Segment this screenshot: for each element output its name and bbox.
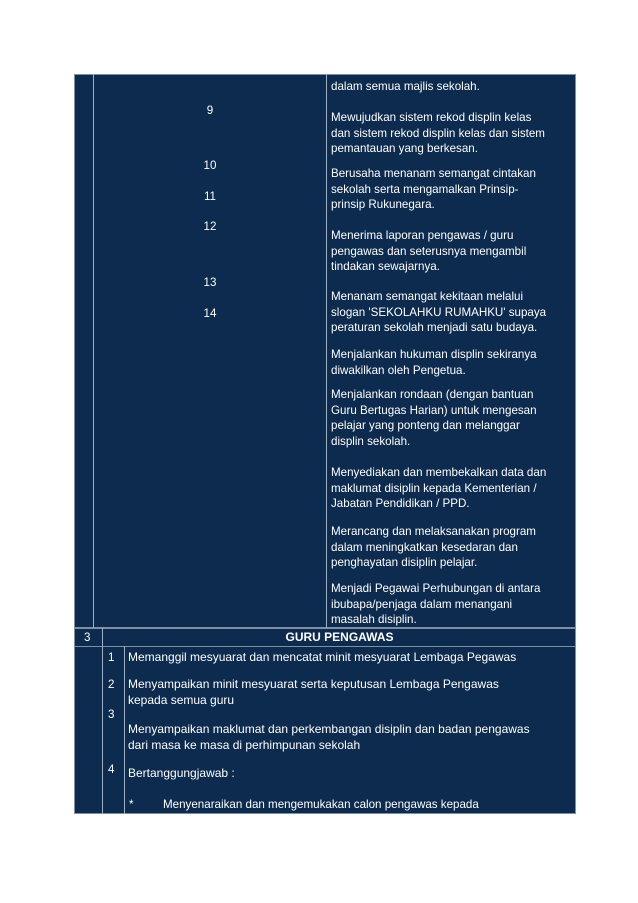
body-divider-right [124, 646, 125, 814]
duty-line: maklumat disiplin kepada Kementerian / [331, 481, 537, 495]
duty-paragraph [331, 347, 537, 378]
duty-line: dalam meningkatkan kesedaran dan [331, 540, 518, 554]
duty-line: ibubapa/penjaga dalam menangani [331, 597, 513, 611]
duty-paragraph [331, 79, 480, 95]
item-number: 4 [108, 763, 115, 776]
duty-line: dalam semua majlis sekolah. [331, 80, 480, 93]
duty-paragraph [331, 581, 540, 628]
guru-pengawas-duty [128, 766, 235, 782]
duty-line: Merancang dan melaksanakan program [331, 525, 536, 538]
duty-line: Berusaha menanam semangat cintakan [331, 167, 536, 180]
row-number: 11 [203, 190, 217, 203]
duty-paragraph [331, 289, 546, 336]
row-number: 9 [206, 104, 214, 117]
duty-line: prinsip Rukunegara. [331, 198, 435, 212]
column-divider-middle [326, 74, 327, 628]
item-number: 2 [108, 678, 115, 691]
duty-paragraph [331, 465, 546, 512]
duty-line: tindakan sewajarnya. [331, 260, 440, 274]
section3-title: GURU PENGAWAS [285, 630, 394, 644]
duty-line: Jabatan Pendidikan / PPD. [331, 497, 470, 511]
duty-line: pemantauan yang berkesan. [331, 142, 478, 156]
bullet-text: Menyenaraikan dan mengemukakan calon pengawas kepada [163, 798, 479, 811]
item-number: 3 [108, 708, 115, 721]
row-number: 10 [203, 159, 217, 172]
duty-paragraph [331, 387, 537, 449]
duty-line: Menanam semangat kekitaan melalui [331, 290, 524, 303]
duty-paragraph [331, 166, 536, 213]
duty-line: Menyediakan dan membekalkan data dan [331, 466, 547, 479]
duty-paragraph [331, 228, 526, 275]
row-number: 13 [203, 276, 217, 289]
duty-line: Mewujudkan sistem rekod displin kelas [331, 111, 532, 124]
guru-pengawas-duty [128, 722, 530, 753]
duty-line: Menerima laporan pengawas / guru [331, 229, 514, 242]
duty-line: Bertanggungjawab : [128, 766, 235, 780]
duty-line: Menjalankan rondaan (dengan bantuan [331, 388, 534, 401]
section3-number: 3 [84, 631, 91, 644]
duty-line: dan sistem rekod displin kelas dan sistem [331, 126, 545, 140]
guru-pengawas-duty [128, 677, 499, 708]
body-divider-left [102, 646, 103, 814]
item-number: 1 [108, 651, 115, 664]
duty-paragraph [331, 524, 536, 571]
duty-line: Memanggil mesyuarat dan mencatat minit mesyuarat Lembaga Pegawas [128, 650, 517, 664]
duty-line: Guru Bertugas Harian) untuk mengesan [331, 403, 537, 417]
duty-line: pelajar yang ponteng dan melanggar [331, 419, 520, 433]
duty-line: Menjalankan hukuman displin sekiranya [331, 348, 537, 361]
bullet-mark: * [129, 798, 134, 811]
duty-line: displin sekolah. [331, 434, 411, 448]
duty-line: penghayatan disiplin pelajar. [331, 556, 478, 570]
duty-line: Menyampaikan minit mesyuarat serta keputusan Lembaga Pengawas [128, 677, 499, 691]
duty-line: masalah disiplin. [331, 613, 417, 627]
duty-line: sekolah serta mengamalkan Prinsip- [331, 182, 519, 196]
duty-line: peraturan sekolah menjadi satu budaya. [331, 321, 538, 335]
row-number: 12 [203, 220, 217, 233]
guru-pengawas-duty [128, 650, 516, 666]
duty-line: Menyampaikan maklumat dan perkembangan disiplin dan badan pengawas [128, 722, 530, 736]
duty-line: slogan 'SEKOLAHKU RUMAHKU' supaya [331, 305, 547, 319]
duty-paragraph [331, 110, 545, 157]
duty-line: pengawas dan seterusnya mengambil [331, 244, 527, 258]
duty-line: diwakilkan oleh Pengetua. [331, 363, 466, 377]
duty-line: Menjadi Pegawai Perhubungan di antara [331, 582, 541, 595]
duty-line: kepada semua guru [128, 692, 235, 707]
duty-line: dari masa ke masa di perhimpunan sekolah [128, 737, 361, 752]
column-divider-left [93, 74, 94, 628]
row-number: 14 [203, 307, 217, 320]
